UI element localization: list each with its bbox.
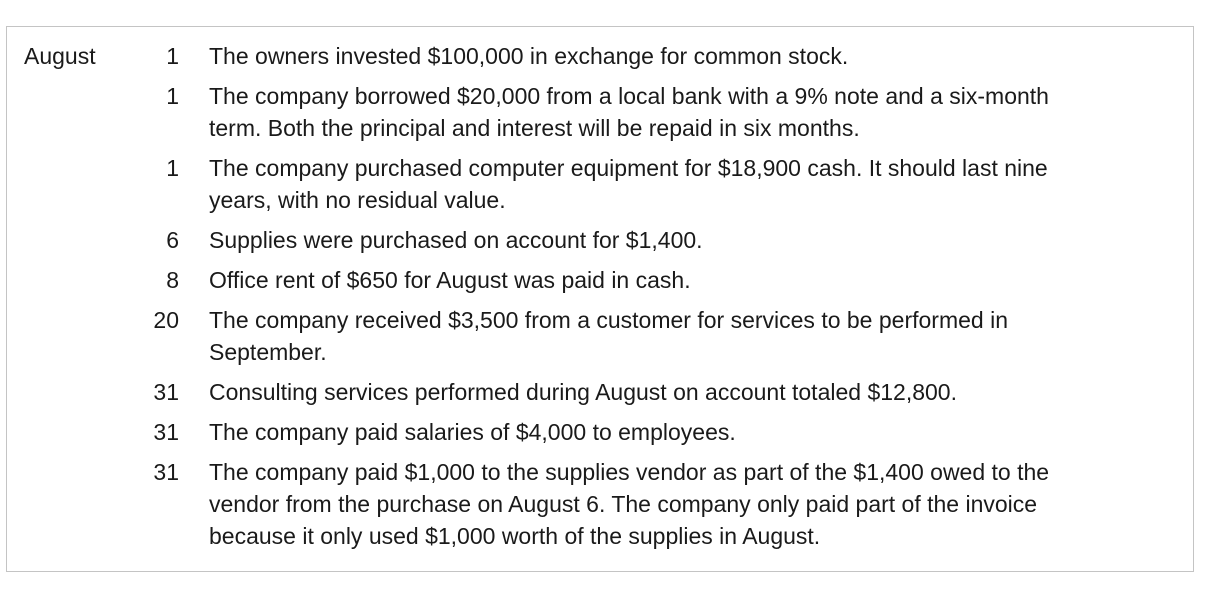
month-label bbox=[24, 72, 119, 144]
transaction-row bbox=[24, 368, 1179, 408]
transaction-day: 1 bbox=[166, 155, 179, 181]
month-label bbox=[24, 216, 119, 256]
description-line: The company purchased computer equipment for $18,900 cash. It should last nine bbox=[209, 155, 1048, 181]
month-label: August bbox=[24, 43, 96, 69]
transaction-description bbox=[179, 408, 1179, 448]
description-line: The company borrowed $20,000 from a local bank with a 9% note and a six-month bbox=[209, 83, 1049, 109]
transaction-description bbox=[179, 144, 1179, 216]
transaction-description bbox=[179, 368, 1179, 408]
description-line: The company paid salaries of $4,000 to employees. bbox=[209, 419, 736, 445]
transaction-row bbox=[24, 408, 1179, 448]
month-label bbox=[24, 408, 119, 448]
description-line: The company received $3,500 from a customer for services to be performed in bbox=[209, 307, 1008, 333]
transaction-description bbox=[179, 40, 1179, 72]
transaction-row bbox=[24, 216, 1179, 256]
month-label bbox=[24, 144, 119, 216]
description-line: The company paid $1,000 to the supplies vendor as part of the $1,400 owed to the bbox=[209, 459, 1050, 485]
transaction-day: 31 bbox=[153, 419, 179, 445]
transaction-description bbox=[179, 216, 1179, 256]
transaction-day: 1 bbox=[166, 83, 179, 109]
description-line: September. bbox=[209, 339, 327, 365]
description-line: Supplies were purchased on account for $1,400. bbox=[209, 227, 703, 253]
transaction-day: 31 bbox=[153, 459, 179, 485]
transaction-description bbox=[179, 72, 1179, 144]
transaction-description bbox=[179, 256, 1179, 296]
transaction-day: 1 bbox=[166, 43, 179, 69]
transaction-day: 31 bbox=[153, 379, 179, 405]
description-line: because it only used $1,000 worth of the supplies in August. bbox=[209, 523, 821, 549]
transaction-day: 6 bbox=[166, 227, 179, 253]
description-line: The owners invested $100,000 in exchange for common stock. bbox=[209, 43, 849, 69]
description-line: Office rent of $650 for August was paid in cash. bbox=[209, 267, 691, 293]
transaction-description bbox=[179, 296, 1179, 368]
transaction-row bbox=[24, 144, 1179, 216]
transaction-day: 20 bbox=[153, 307, 179, 333]
description-line: vendor from the purchase on August 6. The company only paid part of the invoice bbox=[209, 491, 1038, 517]
description-line: Consulting services performed during August on account totaled $12,800. bbox=[209, 379, 957, 405]
description-line: term. Both the principal and interest will be repaid in six months. bbox=[209, 115, 860, 141]
month-label bbox=[24, 256, 119, 296]
transaction-row bbox=[24, 40, 1179, 72]
transactions-body bbox=[24, 40, 1179, 552]
transaction-row bbox=[24, 296, 1179, 368]
transaction-row bbox=[24, 72, 1179, 144]
transactions-table bbox=[24, 40, 1179, 552]
transaction-description bbox=[179, 448, 1179, 552]
month-label bbox=[24, 296, 119, 368]
month-label bbox=[24, 368, 119, 408]
description-line: years, with no residual value. bbox=[209, 187, 506, 213]
month-label bbox=[24, 448, 119, 552]
transaction-day: 8 bbox=[166, 267, 179, 293]
transaction-row bbox=[24, 256, 1179, 296]
transaction-row bbox=[24, 448, 1179, 552]
